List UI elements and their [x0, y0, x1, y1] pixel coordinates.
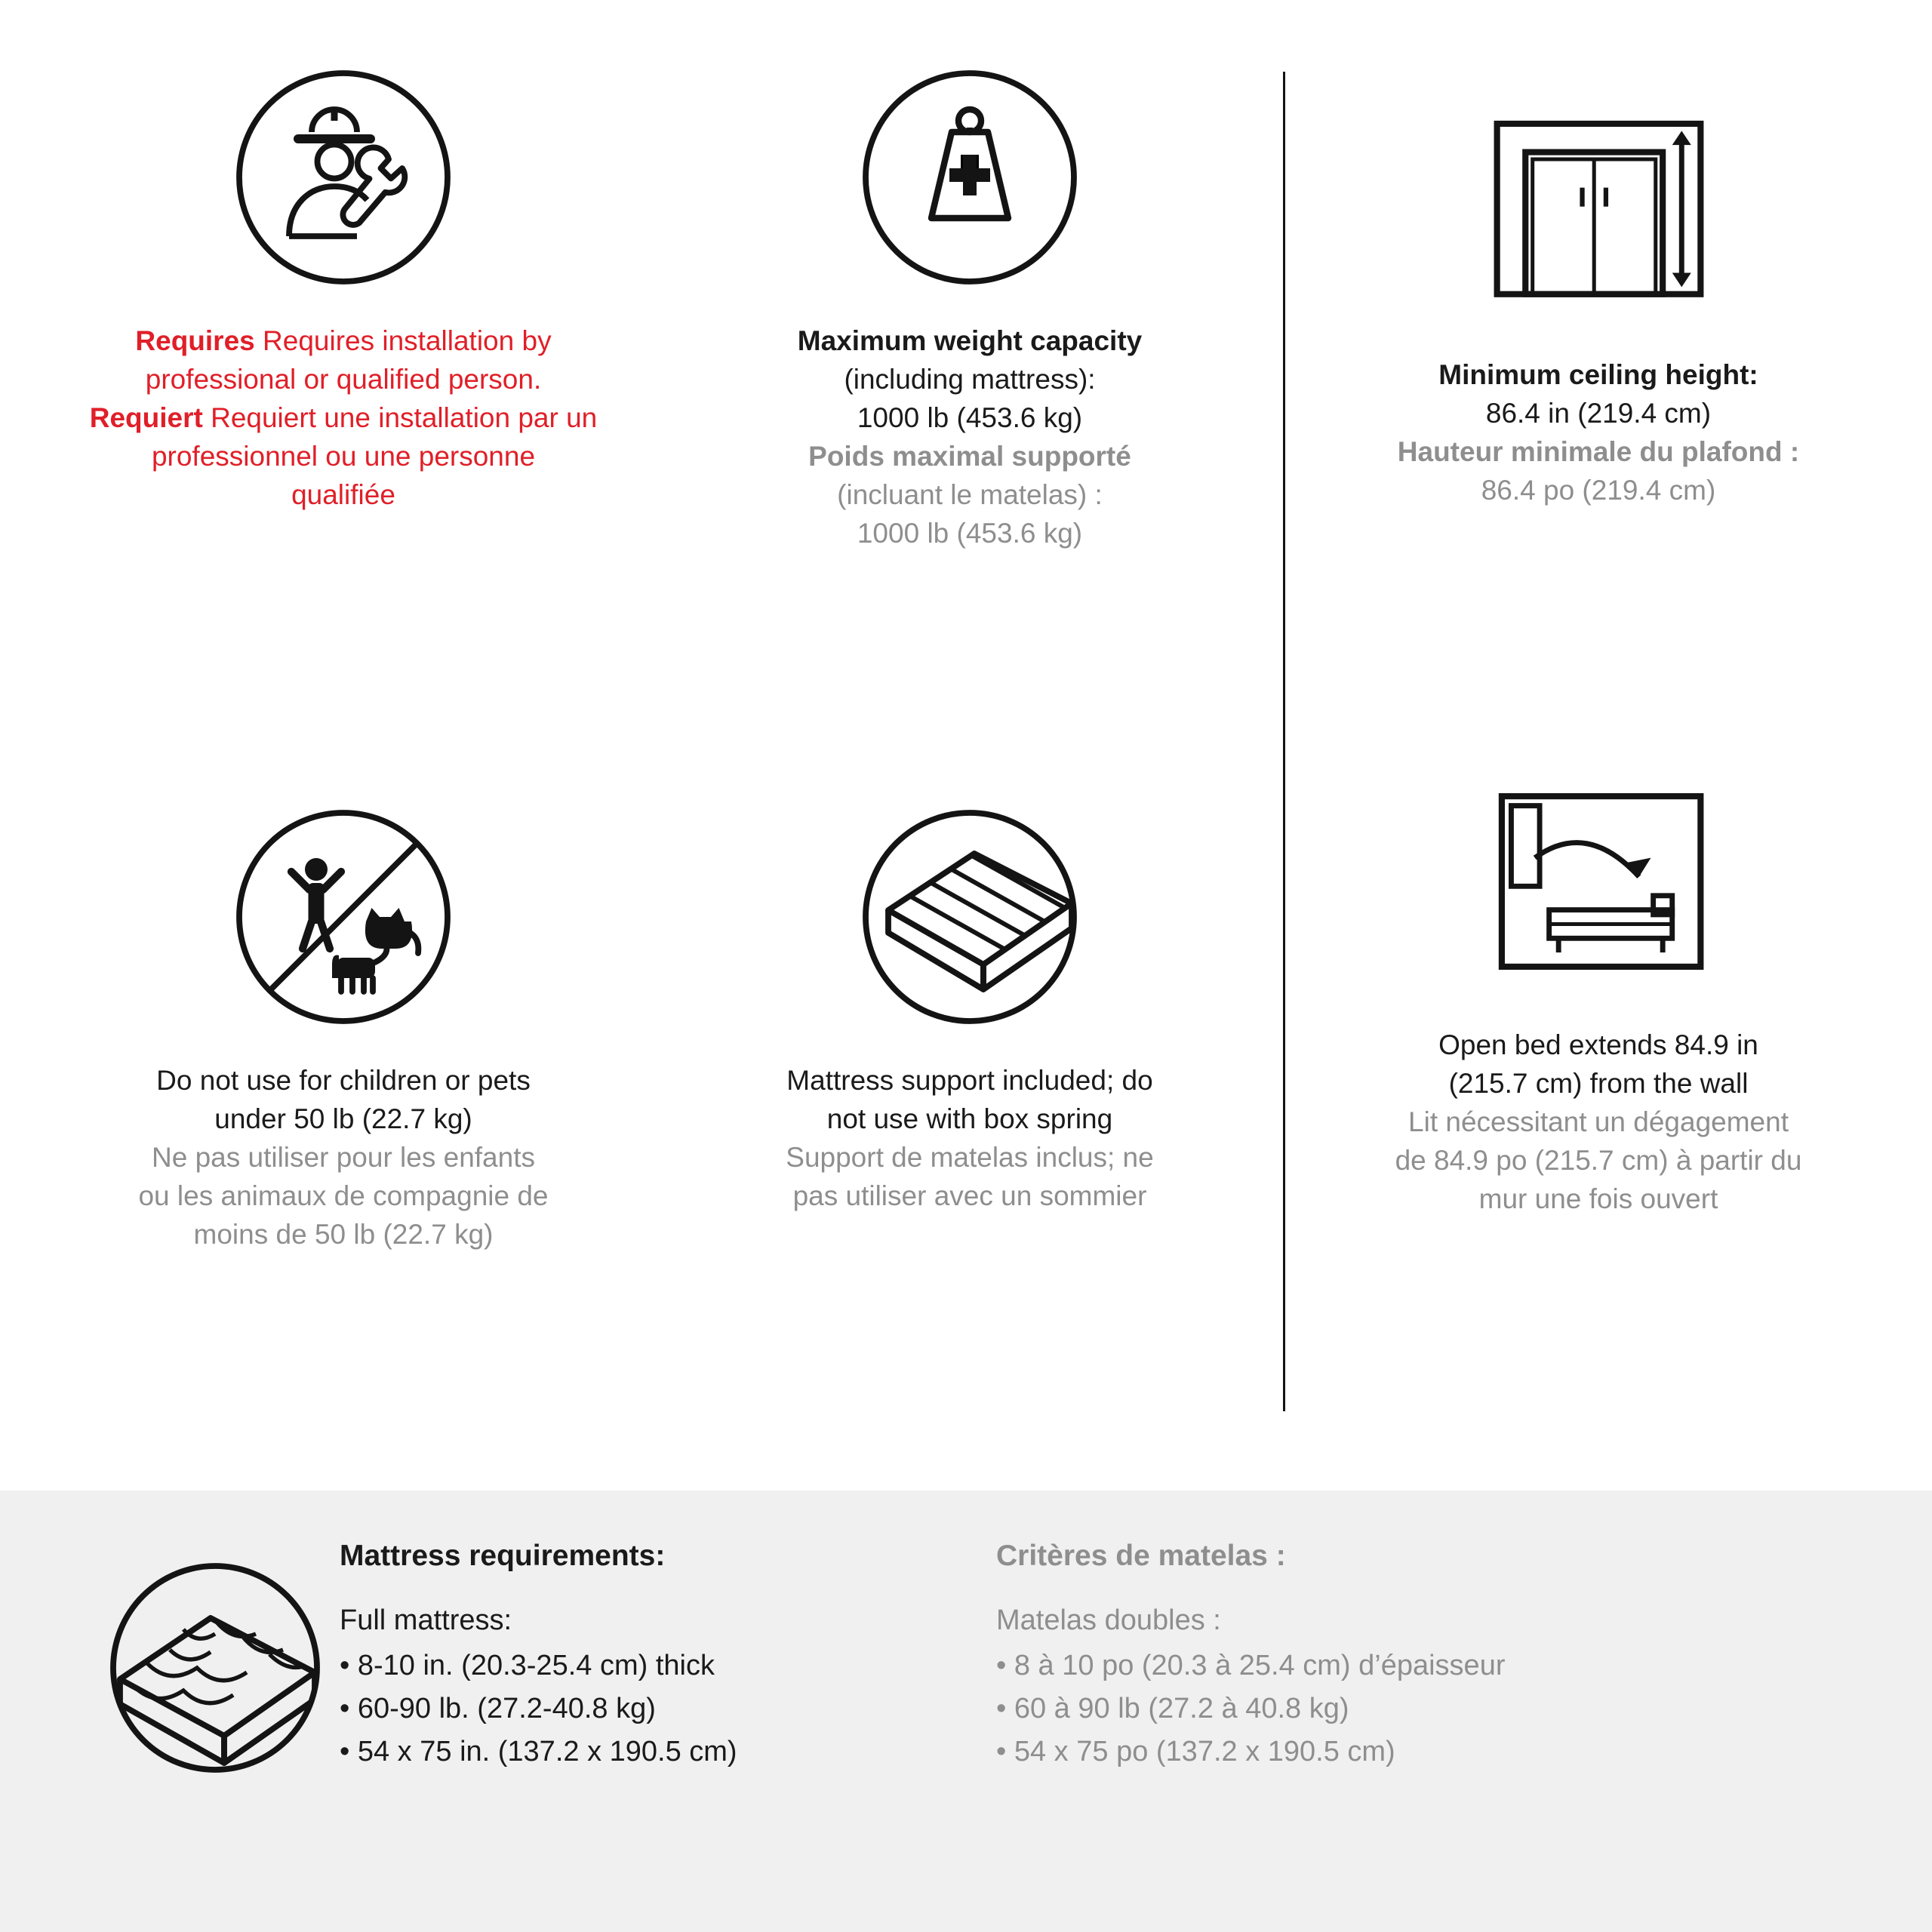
mattress-req-fr-item-1: • 8 à 10 po (20.3 à 25.4 cm) d’épaisseur — [996, 1650, 1506, 1681]
mattress-requirements-en — [340, 1532, 996, 1774]
cell-mattress-support — [657, 740, 1283, 1419]
installation-en-line-2: professional or qualified person. — [145, 364, 542, 395]
openbed-fr-line-2: de 84.9 po (215.7 cm) à partir du — [1395, 1144, 1802, 1176]
nochild-fr-line-1: Ne pas utiliser pour les enfants — [152, 1142, 535, 1174]
mattress-req-fr-subheading: Matelas doubles : — [996, 1604, 1221, 1636]
mattress-req-en-item-1: • 8-10 in. (20.3-25.4 cm) thick — [340, 1650, 715, 1681]
mattress-support-slats-icon — [857, 792, 1083, 1041]
installation-fr-line-1: Requiert une installation par un — [211, 402, 598, 434]
openbed-fr-line-1: Lit nécessitant un dégagement — [1408, 1106, 1789, 1137]
weight-en-head: Maximum weight capacity — [797, 325, 1143, 356]
mattress-requirements-fr — [996, 1532, 1751, 1774]
mattress-req-fr-item-2: • 60 à 90 lb (27.2 à 40.8 kg) — [996, 1693, 1349, 1724]
installation-fr-line-2: professionnel ou une personne — [151, 441, 536, 472]
weight-en-line-2: 1000 lb (453.6 kg) — [857, 402, 1083, 434]
nochild-fr-line-3: moins de 50 lb (22.7 kg) — [193, 1219, 494, 1251]
installation-fr-line-3: qualifiée — [291, 479, 395, 511]
cell-open-bed-clearance — [1293, 742, 1904, 1412]
weight-fr-head: Poids maximal supporté — [808, 441, 1131, 472]
cell-weight-text — [798, 321, 1142, 552]
cell-open-bed-text — [1395, 1026, 1802, 1218]
cell-no-children-text — [138, 1061, 548, 1254]
left-column-group — [30, 0, 1283, 1479]
weight-fr-line-1: (incluant le matelas) : — [837, 479, 1103, 511]
weight-plus-icon — [857, 53, 1083, 302]
mattress-req-en-heading: Mattress requirements: — [340, 1540, 666, 1572]
support-en-line-1: Mattress support included; do — [786, 1065, 1153, 1096]
support-fr-line-2: pas utiliser avec un sommier — [792, 1180, 1147, 1212]
cell-ceiling-height — [1293, 72, 1904, 742]
cell-installation-text — [90, 321, 598, 514]
mattress-req-en-item-3: • 54 x 75 in. (137.2 x 190.5 cm) — [340, 1736, 737, 1767]
installation-en-bold: Requires — [135, 325, 255, 356]
installation-en-line-1: Requires installation by — [263, 325, 552, 356]
openbed-en-line-1: Open bed extends 84.9 in — [1438, 1029, 1758, 1060]
support-en-line-2: not use with box spring — [826, 1103, 1113, 1135]
nochild-fr-line-2: ou les animaux de compagnie de — [138, 1180, 549, 1212]
murphy-bed-open-clearance-icon — [1469, 757, 1729, 1006]
nochild-en-line-2: under 50 lb (22.7 kg) — [214, 1103, 472, 1135]
cell-installation — [30, 0, 657, 679]
mattress-req-fr-heading: Critères de matelas : — [996, 1540, 1286, 1572]
right-column-group — [1283, 72, 1902, 1411]
openbed-fr-line-3: mur une fois ouvert — [1478, 1183, 1718, 1214]
mattress-icon — [91, 1532, 340, 1781]
ceiling-fr-line-1: 86.4 po (219.4 cm) — [1481, 475, 1716, 506]
support-fr-line-1: Support de matelas inclus; ne — [786, 1142, 1154, 1174]
installation-fr-bold: Requiert — [89, 402, 203, 434]
installer-hardhat-wrench-icon — [230, 53, 457, 302]
ceiling-en-line-1: 86.4 in (219.4 cm) — [1485, 398, 1712, 429]
openbed-en-line-2: (215.7 cm) from the wall — [1448, 1067, 1749, 1099]
cell-weight-capacity — [657, 0, 1283, 679]
no-children-or-pets-icon — [230, 792, 457, 1041]
cell-mattress-support-text — [786, 1061, 1153, 1215]
ceiling-en-head: Minimum ceiling height: — [1438, 359, 1758, 390]
mattress-requirements-panel — [0, 1491, 1932, 1932]
cell-no-children-pets — [30, 740, 657, 1419]
mattress-req-fr-item-3: • 54 x 75 po (137.2 x 190.5 cm) — [996, 1736, 1395, 1767]
mattress-req-en-item-2: • 60-90 lb. (27.2-40.8 kg) — [340, 1693, 656, 1724]
mattress-req-en-subheading: Full mattress: — [340, 1604, 512, 1636]
ceiling-fr-head: Hauteur minimale du plafond : — [1397, 436, 1800, 468]
cell-ceiling-text — [1398, 355, 1799, 509]
nochild-en-line-1: Do not use for children or pets — [156, 1065, 531, 1096]
ceiling-height-cabinet-icon — [1469, 87, 1729, 336]
weight-en-line-1: (including mattress): — [844, 364, 1096, 395]
weight-fr-line-2: 1000 lb (453.6 kg) — [857, 518, 1083, 549]
